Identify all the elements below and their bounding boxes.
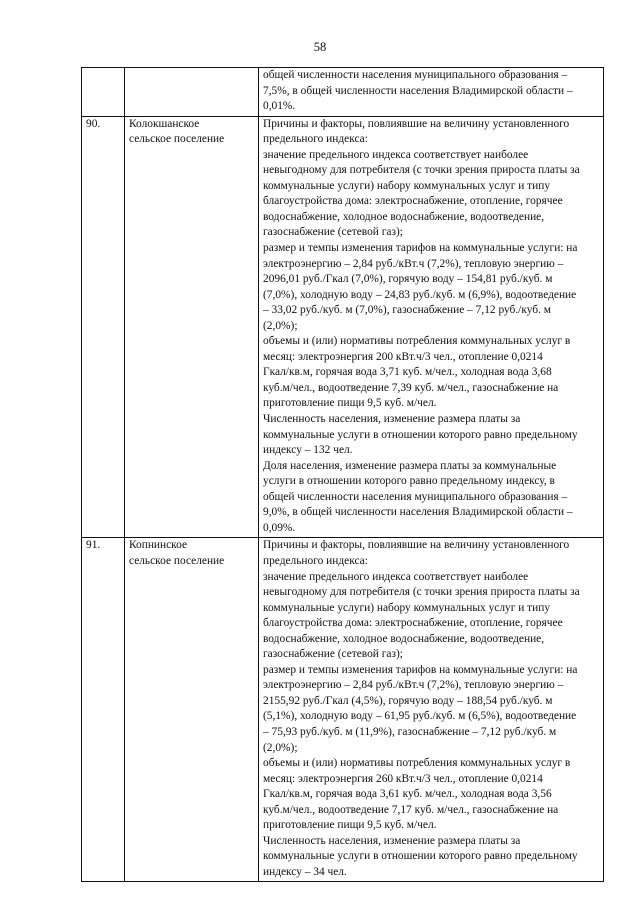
text-line: размер и темпы изменения тарифов на коммунальные услуги: на <box>263 663 578 676</box>
table-row <box>82 68 604 117</box>
text-line: индексу – 34 чел. <box>263 865 347 878</box>
text-line: невыгодному для потребителя (с точки зрения прироста платы за <box>263 164 580 177</box>
text-line: объемы и (или) нормативы потребления коммунальных услуг в <box>263 335 571 348</box>
text-line: общей численности населения муниципального образования – <box>263 69 568 81</box>
page-number: 58 <box>313 40 327 54</box>
text-line: 0,09%. <box>263 521 296 534</box>
text-line: Численность населения, изменение размера платы за <box>263 834 521 847</box>
text-line: 2155,92 руб./Гкал (4,5%), горячую воду – 188,54 руб./куб. м <box>263 694 553 707</box>
text-line: (2,0%); <box>263 741 298 754</box>
text-line: газоснабжение (сетевой газ); <box>263 648 403 661</box>
text-line: Численность населения, изменение размера платы за <box>263 413 521 426</box>
text-line: (2,0%); <box>263 319 298 332</box>
text-line: невыгодному для потребителя (с точки зрения прироста платы за <box>263 586 580 599</box>
text-line: сельское поселение <box>129 554 225 567</box>
text-line: электроэнергию – 2,84 руб./кВт.ч (7,2%), тепловую энергию – <box>263 257 564 270</box>
text-line: значение предельного индекса соответствует наиболее <box>263 570 529 583</box>
row-number-cell: 90. <box>82 116 125 538</box>
text-line: благоустройства дома: электроснабжение, отопление, горячее <box>263 195 563 208</box>
text-line: объемы и (или) нормативы потребления коммунальных услуг в <box>263 757 571 770</box>
text-line: коммунальные услуги в отношении которого равно предельному <box>263 428 578 441</box>
text-line: значение предельного индекса соответствует наиболее <box>263 148 529 161</box>
text-line: – 33,02 руб./куб. м (7,0%), газоснабжение – 7,12 руб./куб. м <box>263 304 551 317</box>
text-line: месяц: электроэнергия 200 кВт.ч/3 чел., отопление 0,0214 <box>263 350 543 363</box>
text-line: газоснабжение (сетевой газ); <box>263 226 403 239</box>
text-line: 9,0%, в общей численности населения Владимирской области – <box>263 506 573 519</box>
text-line: месяц: электроэнергия 260 кВт.ч/3 чел., отопление 0,0214 <box>263 772 543 785</box>
table-row <box>82 538 604 882</box>
text-line: сельское поселение <box>129 133 225 146</box>
text-line: общей численности населения муниципального образования – <box>263 490 568 503</box>
text-line: индексу – 132 чел. <box>263 444 353 457</box>
tariff-index-table <box>81 67 604 882</box>
text-line: куб.м/чел., водоотведение 7,39 куб. м/чел., газоснабжение на <box>263 381 559 394</box>
text-line: размер и темпы изменения тарифов на коммунальные услуги: на <box>263 242 578 255</box>
text-line: коммунальные услуги) набору коммунальных услуг и типу <box>263 179 551 192</box>
text-line: водоснабжение, холодное водоснабжение, водоотведение, <box>263 210 545 223</box>
text-line: приготовление пищи 9,5 куб. м/чел. <box>263 819 437 832</box>
text-line: Доля населения, изменение размера платы за коммунальные <box>263 459 557 472</box>
text-line: предельного индекса: <box>263 133 368 146</box>
description-cell <box>259 538 604 882</box>
text-line: (5,1%), холодную воду – 61,95 руб./куб. м (6,5%), водоотведение <box>263 710 577 723</box>
text-line: Причины и факторы, повлиявшие на величину установленного <box>263 117 570 130</box>
row-number-cell: 91. <box>82 538 125 882</box>
row-number-cell <box>82 68 125 117</box>
text-line: Копнинское <box>129 539 188 552</box>
settlement-name-cell <box>125 68 259 117</box>
settlement-name-cell <box>125 538 259 882</box>
description-cell <box>259 116 604 538</box>
text-line: Причины и факторы, повлиявшие на величину установленного <box>263 539 570 552</box>
text-line: Гкал/кв.м, горячая вода 3,61 куб. м/чел., холодная вода 3,56 <box>263 788 552 801</box>
text-line: 0,01%. <box>263 100 296 113</box>
text-line: предельного индекса: <box>263 554 368 567</box>
text-line: приготовление пищи 9,5 куб. м/чел. <box>263 397 437 410</box>
text-line: Гкал/кв.м, горячая вода 3,71 куб. м/чел., холодная вода 3,68 <box>263 366 552 379</box>
text-line: услуги в отношении которого равно предельному индексу, в <box>263 475 555 488</box>
text-line: коммунальные услуги в отношении которого равно предельному <box>263 850 578 863</box>
text-line: куб.м/чел., водоотведение 7,17 куб. м/чел., газоснабжение на <box>263 803 559 816</box>
text-line: 2096,01 руб./Гкал (7,0%), горячую воду – 154,81 руб./куб. м <box>263 273 553 286</box>
text-line: – 75,93 руб./куб. м (11,9%), газоснабжение – 7,12 руб./куб. м <box>263 725 557 738</box>
description-cell <box>259 68 604 117</box>
text-line: 7,5%, в общей численности населения Владимирской области – <box>263 84 573 97</box>
text-line: водоснабжение, холодное водоснабжение, водоотведение, <box>263 632 545 645</box>
text-line: Колокшанское <box>129 117 200 130</box>
text-line: благоустройства дома: электроснабжение, отопление, горячее <box>263 617 563 630</box>
table-row <box>82 116 604 538</box>
text-line: (7,0%), холодную воду – 24,83 руб./куб. м (6,9%), водоотведение <box>263 288 577 301</box>
text-line: коммунальные услуги) набору коммунальных услуг и типу <box>263 601 551 614</box>
settlement-name-cell <box>125 116 259 538</box>
text-line: электроэнергию – 2,84 руб./кВт.ч (7,2%), тепловую энергию – <box>263 679 564 692</box>
